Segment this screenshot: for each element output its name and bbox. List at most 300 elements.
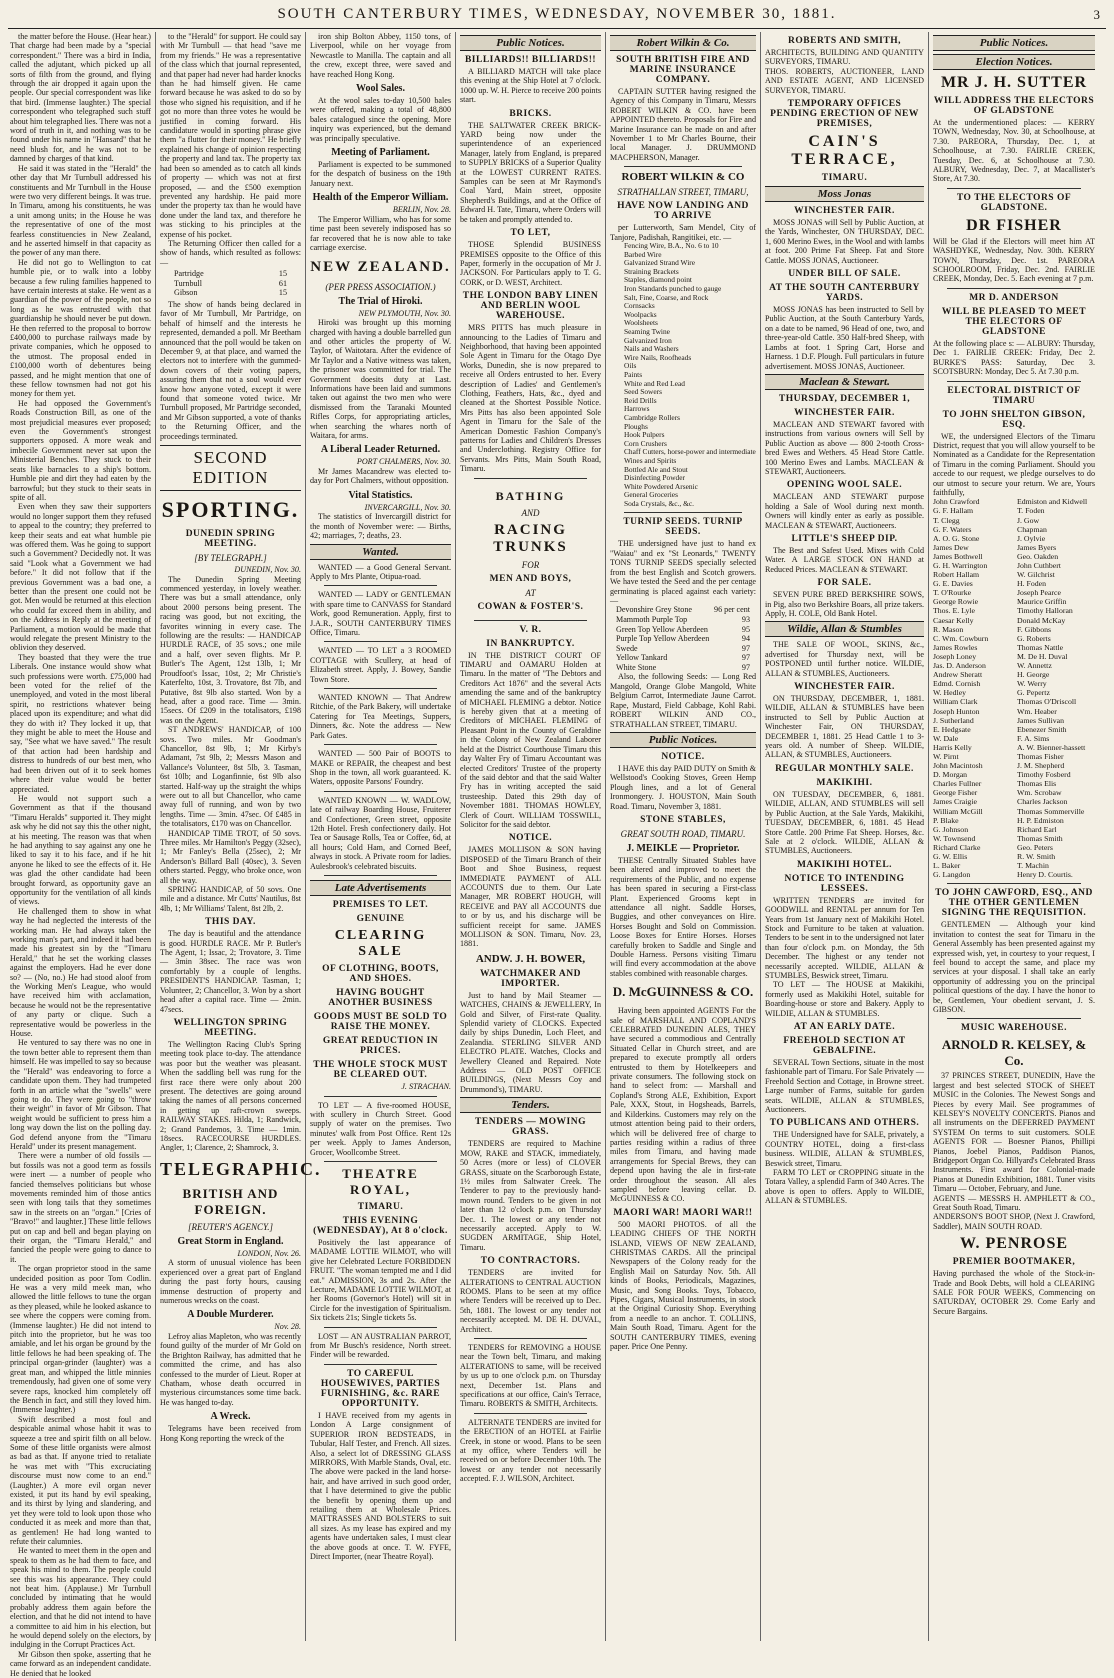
racing-trunks-heading: RACING TRUNKS <box>493 521 568 555</box>
seed-row <box>616 615 750 625</box>
signatory-name: G. E. Davies <box>933 579 973 589</box>
signatory-name: J. M. Shepherd <box>1017 761 1065 771</box>
anderson-heading: MR D. ANDERSON <box>969 292 1059 303</box>
goods-item: Cambridge Rollers <box>624 412 681 422</box>
signatory-name: G. Johnson <box>933 824 969 834</box>
seed-name: Swede <box>616 643 638 653</box>
goods-item: Paints <box>624 369 643 379</box>
divider <box>324 875 437 876</box>
seed-row <box>616 644 750 654</box>
theatre-royal-heading: THEATRE ROYAL, <box>342 1166 419 1197</box>
article-paragraph: He said it was stated in the "Herald" the other day that Mr Turnbull addressed his constituents and Mr Turnbull in the House were two very different beings. It was true. In Timaru, among his constituents, he was a unit among units; in the House he was the representative of one of the most fearless constituencies in New Zealand, and he asserted himself in that capacity as the power of any man there. <box>10 163 151 258</box>
signatory-name: M. De H. Duval <box>1017 651 1068 661</box>
signatory-name: George Rowie <box>933 597 979 607</box>
wool-sales-heading: Wool Sales. <box>356 83 405 95</box>
contractors-heading: TO CONTRACTORS. <box>480 1256 581 1267</box>
signatory-name: F. Gibbons <box>1017 624 1052 634</box>
arrive-heading: HAVE NOW LANDING AND TO ARRIVE <box>617 201 749 222</box>
sporting-heading: SPORTING. <box>161 497 300 523</box>
men-and-boys-label: MEN AND BOYS, <box>489 573 572 584</box>
article-paragraph: He would not support such a Government as that if the thousand "Timaru Heralds" supported it. They might ask why he did not say this the other night, at his meeting. The reason was that when he had anything to say against any one he liked to say it to his face, and if he hit anyone he liked to see the effects of it. He was glad the other candidate had been brought forward, as opportunity gave an opportunity for the ventilation of all kinds of views. <box>10 793 151 907</box>
goods-item: Wines and Spirits <box>624 455 677 465</box>
premises-heading: PREMISES TO LET. <box>332 899 429 910</box>
wanted-ad: WANTED KNOWN — That Andrew Ritchie, of the Park Bakery, will undertake Catering for Tea Meetings, Suppers, Dinners, &c. Note the address — New Park Gates. <box>310 693 451 740</box>
seed-percent: 94 <box>741 634 750 644</box>
meikle-heading: J. MEIKLE — Proprietor. <box>626 842 740 854</box>
notice-heading: NOTICE. <box>508 833 553 844</box>
goods-item: Harrows <box>624 404 650 414</box>
at-label: AT <box>525 587 536 598</box>
wellington-text: The Wellington Racing Club's Spring meeting took place to-day. The attendance was poor but the weather was pleasant. When the saddling bell was rung for the first race there were only about 200 present. The detectives are going around taking the names of all persons concerned in getting up raft-crown sweeps. RAILWAY STAKES. Hilda, 1; Randwick, 2; Grand Pandemos, 3. Time — 1min. 18secs. RACECOURSE HURDLES. Angler, 1; Clarence, 2; Shamrock, 3. <box>160 1039 301 1153</box>
seed-name: Devonshire Grey Stone <box>616 605 692 615</box>
divider <box>474 478 587 479</box>
article-paragraph: Even when they saw their supporters would no longer support them they refused to appeal to the country; they preferred to keep their seats and eat what humble pie was offered them. Was he going to support such a Government? Decidedly not. It was said "Look what a Government we had before." It did not follow that if the previous Government was a bad one, a better than the present one could not be got. Men would be returned at this election who could far exceed them in ability, and on the Address in Reply at the meeting of Parliament, a motion would be made that would relegate the present Ministry to the oblivion they deserved. <box>10 502 151 653</box>
british-foreign-heading: BRITISH AND FOREIGN. <box>182 1185 279 1217</box>
article-paragraph: Mr Gibson then spoke, asserting that he came forward as an independent candidate. He denied that he looked <box>10 1649 151 1678</box>
opening-wool-sale-heading: OPENING WOOL SALE. <box>786 480 903 491</box>
article-paragraph: They boasted that they were the true Liberals. One instance would show what such professions were worth. £75,000 had been voted for the relief of the unemployed, and voted in the most liberal spirit, no restrictions whatever being placed upon its expenditure; and what did they do with it? They locked it up, that they might be able to meet the House and say, "See what we have saved." The result of that action had been hardship and distress to hundreds of our best men, who had been driven out of it to seek homes where their value would be better appreciated. <box>10 652 151 794</box>
publicans-text: THE Undersigned have for SALE, privately, a COUNTRY HOTEL, doing a first-class business. WILDIE, ALLAN & STUMBLES, Beswick street, Timaru. <box>765 1130 924 1168</box>
gibson-speech-text: to the "Herald" for support. He could say with Mr Turnbull — that head "save me from my friends." He was a representative of the class which that journal represented, and that paper had never had harder knocks than he had himself given. He came forward because he was asked to do so by those who signed his requisition, and if he got no more than three votes he would be justified in coming forward. His candidature would in sporting phrase give them "a flutter for their money." He briefly explained his change of opinion respecting the property and land tax. The property tax had been so amended as to catch all kinds of property — which was not at first proposed, — and the £500 exemption prevented any hardship. He paid more under the property tax than he would have done under the land tax, and therefore he was sticking to his principles at the expense of his pocket. <box>160 32 301 239</box>
goods-item: General Groceries <box>624 490 678 500</box>
signatory-name: John Cuthbert <box>1017 561 1061 570</box>
dateline: LONDON, Nov. 26. <box>237 1248 301 1258</box>
goods-item: Galvanized Iron <box>624 335 672 345</box>
article-paragraph: He had opposed the Government's Roads Construction Bill, as one of the most prejudicial measures ever proposed; even the Government's strongest supporters opposed. A more weak and imbecile Government never sat upon the Ministerial Benches. They stuck to their seats like barnacles to a ship's bottom. Humble pie and dirt they had eaten by the barrowful; but they stuck to their seats in spite of all. <box>10 398 151 502</box>
divider <box>324 1364 437 1365</box>
signatory-name: W. Pirnt <box>933 751 959 761</box>
signatory-name: Edmiston and Kidwell <box>1017 497 1088 507</box>
seed-row <box>616 634 750 644</box>
billiards-text: A BILLIARD MATCH will take place this evening at the Ship Hotel at 7 o'clock. 1000 up. W. H. Pierce to receive 200 points start. <box>460 67 601 105</box>
tenders-bar: Tenders. <box>460 1097 601 1113</box>
wreck-text: Telegrams have been received from Hong Kong reporting the wreck of the <box>160 1424 301 1443</box>
signatory-name: Thomas Fisher <box>1017 751 1064 761</box>
music-heading: MUSIC WAREHOUSE. <box>960 1023 1067 1034</box>
anderson-places: At the following place s: — ALBURY: Thursday, Dec 1. FAIRLIE CREEK: Friday, Dec 2. BURKE'S PASS: Saturday, Dec 3. SCOTSBURN: Monday, Dec 5. At 7.30 p.m. <box>933 338 1095 377</box>
signatory-name: Robert Hallam <box>933 570 980 580</box>
mowing-text: TENDERS are required to Machine MOW, RAKE and STACK, immediately, 50 Acres (more or less) of CLOVER GRASS, situate on the Scarborough Estate, 1½ miles from Saltwater Creek. The Tenderer to pay to the previously hand-mown round. Tenders to be given in not later than 12 o'clock p.m. on Thursday Dec. 1. The lowest or any tender not necessarily accepted. Apply to W. SUGDEN ARMITAGE, Ship Hotel, Timaru. <box>460 1139 601 1252</box>
signatory-name: G. W. Ellis <box>933 852 968 861</box>
signatories <box>933 497 1095 879</box>
signatory-name: George Fisher <box>933 788 978 798</box>
lost-parrot-ad: LOST — AN AUSTRALIAN PARROT, from Mr Busch's residence, North street. Finder will be rewarded. <box>310 1331 451 1360</box>
signatory-name: William McGill <box>933 806 983 816</box>
lessees-text: WRITTEN TENDERS are invited for GOODWILL and RENTAL per annum for Ten Years from 1st January next of Makikihi Hotel. Stock and Furniture to be taken at valuation. Tenders to be sent in to the undersigned not later than four o'clock p.m. on Monday, the 5th December. The highest or any tender not necessarily accepted. WILDIE, ALLAN & STUMBLES, Beswick street, Timaru. <box>765 895 924 980</box>
signatory-name: Thomas Elis <box>1017 779 1057 789</box>
election-notices-bar: Election Notices. <box>933 54 1095 70</box>
goods-item: Soda Crystals, &c., &c. <box>624 498 694 508</box>
goods-heading: GOODS MUST BE SOLD TO RAISE THE MONEY. <box>313 1011 448 1032</box>
public-notices-bar: Public Notices. <box>933 35 1095 51</box>
seed-percent: 96 per cent <box>714 605 750 615</box>
divider <box>324 791 437 792</box>
press-association: (PER PRESS ASSOCIATION.) <box>325 281 436 292</box>
divider <box>474 1338 587 1339</box>
seed-name: Yellow Tankard <box>616 653 668 663</box>
result-row: Turnbull 61 <box>174 278 287 288</box>
wildie-bar: Wildie, Allan & Stumbles <box>765 621 924 637</box>
signatory-name: G. Pepertz <box>1017 688 1050 698</box>
page-number: 3 <box>1093 7 1102 22</box>
signatory-name: Thomas Sommerville <box>1017 806 1085 816</box>
divider <box>947 381 1081 382</box>
signatory-name: Andrew Sheratt <box>933 670 983 680</box>
contractors-text: TENDERS are invited for ALTERATIONS to CENTRAL AUCTION ROOMS. Plans to be seen at my office where Tenders will be received up to Dec. 5th, 1881. The lowest or any tender not necessarily accepted. M. DE H. DUVAL, Architect. <box>460 1268 601 1334</box>
murderer-heading: A Double Murderer. <box>187 1309 274 1321</box>
wool-sales-text: At the wool sales to-day 10,500 bales were offered, making a total of 48,800 bales catalogued since the opening. More inquiry was experienced, but the demand was principally speculative. <box>310 96 451 143</box>
signatory-name: W. Annettz <box>1017 661 1052 671</box>
stables-text: THESE Centrally Situated Stables have been altered and improved to meet the requirements of the Public, and no expense has been spared in securing a First-class Plant. Experienced Grooms kept in attendance all night. Saddle Horses, Buggies, and other conveyances on Hire. Horses Bought and Sold on Commission. Loose Boxes for Entire Horses. Horses carefully broken to Saddle and Single and Double Harness. Persons visiting Timaru will find every accommodation at the above stables combined with reasonable charges. <box>610 855 756 978</box>
wilkin-heading: ROBERT WILKIN & CO <box>621 171 745 184</box>
signatory-name: Geo. Peters <box>1017 842 1053 852</box>
sheep-dip-heading: LITTLE'S SHEEP DIP. <box>791 533 898 544</box>
wanted-ads <box>310 563 451 876</box>
goods-item: Disinfecting Powder <box>624 473 685 483</box>
wreck-heading: A Wreck. <box>210 1411 251 1423</box>
signatory-name: Wm. Scrobaw <box>1017 788 1062 798</box>
storm-heading: Great Storm in England. <box>177 1235 284 1247</box>
mowing-heading: TENDERS — MOWING GRASS. <box>475 1117 586 1138</box>
signatory-name: James Sullivan <box>1017 715 1064 725</box>
signatory-name: W. Dale <box>933 733 959 743</box>
sc-yards-heading: AT THE SOUTH CANTERBURY YARDS. <box>769 283 920 304</box>
spring-handicap-text: SPRING HANDICAP, of 50 sovs. One mile and a distance. Mr Cutts' Nautilus, 8st 4lb, 1; Mr Williams' Talent, 8st 2lb, 2. <box>160 885 301 913</box>
signatory-name: J. Gow <box>1017 515 1040 525</box>
seed-percent: 93 <box>741 614 750 624</box>
column-6 <box>761 32 929 1641</box>
vital-statistics-heading: Vital Statistics. <box>348 489 413 501</box>
signatory-name: Thomas O'Driscoll <box>1017 697 1077 707</box>
stables-address: GREAT SOUTH ROAD, TIMARU. <box>620 828 746 839</box>
dateline: INVERCARGILL, Nov. 30. <box>364 502 451 512</box>
signatory-name: C. Wm. Cowburn <box>933 633 989 643</box>
divider <box>624 166 742 167</box>
columns <box>6 32 1108 1678</box>
signatory-name: F. A. Sims <box>1017 733 1050 743</box>
signatory-name: L. Baker <box>933 861 961 871</box>
signatory-name: H. George <box>1017 670 1050 680</box>
divider <box>474 620 587 621</box>
signatory-name: T. Machin <box>1017 861 1049 871</box>
fisher-places: Will be Glad if the Electors will meet him AT WASHDYKE, Wednesday, Nov. 30th. KERRY TOWN, Thursday, Dec. 1st. PAREORA SCHOOLROOM, Friday, Dec. 2nd. FAIRLIE CREEK, Monday, Dec. 5. Each evening at 7 p.m. <box>933 236 1095 284</box>
late-advertisements-bar: Late Advertisements <box>310 880 451 896</box>
goods-item: Cornsacks <box>624 301 655 311</box>
roberts-smith-sub: ARCHITECTS, BUILDING AND QUANTITY SURVEYORS, TIMARU. <box>765 48 924 67</box>
column-1 <box>6 32 156 1678</box>
emperor-text: The Emperor William, who has for some time past been severely indisposed has so far recovered that he is now able to take carriage exercise. <box>310 214 451 253</box>
signatory-name: Timothy Fosberd <box>1017 770 1071 780</box>
reuters-agency: [REUTER'S AGENCY.] <box>188 1221 273 1232</box>
hotel-tender-text: ALTERNATE TENDERS are invited for the ERECTION of an HOTEL at Fairlie Creek, in stone or wood. Plans to be seen at my office, where Tenders will be received on or before December 10th. The lowest or any tender not necessarily accepted. F. J. WILSON, Architect. <box>460 1417 601 1484</box>
goods-item: Staples, diamond point <box>624 275 692 285</box>
goods-item: Salt, Fine, Coarse, and Rock <box>624 292 709 302</box>
wool-skins-text: THE SALE OF WOOL, SKINS, &c., advertised for Thursday next, will be POSTPONED until further notice. WILDIE, ALLAN & STUMBLES, Auctioneers. <box>765 640 924 678</box>
st-andrews-handicap-text: ST ANDREWS' HANDICAP, of 100 sovs. Two miles. Mr Goodman's Chancellor, 8st 9lb, 1; Mr Kirby's Adamant, 7st 9lb, 2; Messrs Mason and Vallance's Volunteer, 8st 5lb, 3. Tasman, 6st 10lb; and Loganfinnie, 6st 9lb also started. Half-way up the straight the whips were out to all but Chancellor, who came away full of running, and won by two lengths. Time — 3min. 47sec. Of £485 in the totalisators, £170 was on Chancellor. <box>160 725 301 829</box>
winchester-fair-heading: WINCHESTER FAIR. <box>794 682 895 693</box>
arrive-ships: per Lutterworth, Sam Mendel, City of Tanjore, Padishah, Rangitikei, etc. — <box>610 223 756 242</box>
goods-item: Nails and Washers <box>624 344 679 354</box>
bankruptcy-text: IN THE DISTRICT COURT OF TIMARU and OAMARU Holden at Timaru. In the matter of "The Debtors and Creditors Act 1876" and the several Acts amending the same and of the bankruptcy of MICHAEL FLEMING a debtor. Notice is hereby given that at a meeting of Creditors of MICHAEL FLEMING of Pleasant Point in the County of Geraldine in the Colony of New Zealand Laborer held at the District Courthouse Timaru this day Walter Fry of Timaru Accountant was elected Creditors' Trustee of the property of the said debtor and that the said Walter Fry has in writing accepted the said trusteeship. Dated this 29th day of November 1881. THOMAS HOWLEY, Clerk of Court. WILLIAM TOSSWILL, Solicitor for the said debtor. <box>460 650 601 829</box>
makikihi-hotel-heading: MAKIKIHI HOTEL. <box>796 859 893 870</box>
notice-heading: NOTICE. <box>661 751 705 762</box>
early-date-heading: AT AN EARLY DATE. <box>793 1022 896 1032</box>
sheep-dip-text: The Best and Safest Used. Mixes with Cold Water. A LARGE STOCK ON HAND at Reduced Prices. MACLEAN & STEWART. <box>765 545 924 574</box>
signatory-name: A. O. G. Stone <box>933 533 980 543</box>
divider <box>947 1018 1081 1019</box>
wanted-ad: WANTED — LADY or GENTLEMAN with spare time to CANVASS for Standard Work, good Remuneration. Apply, first to J.A.R., SOUTH CANTERBURY TIMES Office, Timaru. <box>310 590 451 638</box>
pitts-text: MRS PITTS has much pleasure in announcing to the Ladies of Timaru and Neighborhood, that having been appointed Sole Agent in Timaru for the Otago Dye Works, Dunedin, she is now prepared to receive all Orders entrusted to her. Every description of Ladies' and Gentlemen's Clothing, Feathers, Hats, &c., dyed and cleaned at the Shortest Possible Notice. Mrs Pitts has also been appointed Sole Agent in Timaru for the Sale of the American Domestic Fashion Company's patterns for Ladies and Children's Dresses and Underclothing. Registry Office for Servants. Mrs Pitts, Main South Road, Timaru. <box>460 323 601 474</box>
wilkin-address: STRATHALLAN STREET, TIMARU, <box>617 187 749 198</box>
for-sale-heading: FOR SALE. <box>817 578 872 589</box>
masthead <box>8 6 1106 29</box>
winchester-fair-heading: WINCHESTER FAIR. <box>794 206 895 217</box>
goods-item: Straining Brackets <box>624 266 679 276</box>
signatory-name: G. F. Hallam <box>933 506 974 516</box>
public-notices-bar: Public Notices. <box>460 35 601 51</box>
bricks-heading: BRICKS. <box>509 108 552 119</box>
wanted-ad: WANTED — a Good General Servant. Apply to Mrs Plante, Otipua-road. <box>310 562 451 581</box>
vr-label: V. R. <box>519 624 542 635</box>
seed-percent: 97 <box>741 643 750 653</box>
farm-to-let-text: FARM TO LET or CROPPING situate in the Totara Valley, a splendid Farm of 340 Acres. The above is open to offers. Apply to WILDIE, ALLAN & STUMBLES. <box>765 1168 924 1206</box>
turnip-heading: TURNIP SEEDS. TURNIP SEEDS. <box>623 517 743 538</box>
seed-name: Green Top Yellow Aberdeen <box>616 624 708 634</box>
signatory-name: Joseph Pearce <box>1017 588 1061 598</box>
goods-item: White Powdered Arsenic <box>624 481 698 491</box>
moss-jonas-bar: Moss Jonas <box>765 186 924 202</box>
divider <box>947 883 1081 884</box>
strachan-signature: J. STRACHAN. <box>401 1081 451 1091</box>
returning-officer-text: The Returning Officer then called for a show of hands, which resulted as follows: — <box>160 238 301 267</box>
penrose-text: Having purchased the whole of the Stock-in-Trade and Book Debts, will hold a CLEARING SALE FOR FOUR WEEKS, Commencing on SATURDAY, OCTOBER 29. Come Early and Secure Bargains. <box>933 1269 1095 1316</box>
mcguinness-text: Having been appointed AGENTS For the sale of MARSHALL AND COPLAND'S CELEBRATED DUNEDIN ALES, THEY have secured a commodious and Centrally Situated Cellar in Church street, and are prepared to execute promptly all orders entrusted to them by Hotelkeepers and private consumers. The following stock on hand to select from: — Marshall and Copland's Strong ALE, Exhibition, Export Pale, XXX, Stout, in Hogsheads, Barrels, and Kilderkins. Customers may rely on the utmost attention being paid to their orders, which will be delivered free of charge to parties residing within a radius of three miles from Timaru, and having made arrangements for Special Brews, they can depend upon having the ale in first-rate order throughout the season. All ales sampled before leaving cellar. D. McGUINNESS & CO. <box>610 1006 756 1204</box>
show-of-hands-results <box>160 267 301 300</box>
anderson-subheading: WILL BE PLEASED TO MEET THE ELECTORS OF GLADSTONE <box>941 306 1087 337</box>
signatory-name: G. H. Warrington <box>933 561 988 570</box>
signatory-name: James Rowles <box>933 642 978 652</box>
dateline: NEW PLYMOUTH, Nov. 30. <box>358 308 451 318</box>
reply-heading: TO JOHN CAWFORD, ESQ., AND THE OTHER GENTLEMEN SIGNING THE REQUISITION. <box>935 888 1093 919</box>
seed-row <box>616 625 750 635</box>
goods-item: Barbed Wire <box>624 249 662 259</box>
divider <box>324 585 437 586</box>
bower-heading: ANDW. J. H. BOWER, <box>475 952 586 965</box>
to-let-heading: TO LET, <box>510 228 551 239</box>
poll-text: The show of hands being declared in favor of Mr Turnbull, Mr Partridge, on behalf of himself and the interests he represented, demanded a poll. Mr Beetham announced that the poll would be taken on December 9, at that place, and warned the electors not to interfere with the gummed-down covers of their voting papers, assuring them that not a soul would ever know how anyone voted, except it were found that someone voted twice. Mr Turnbull proposed, Mr Partridge seconded, and Mr Gibson supported, a vote of thanks to the Returning Officer, and the proceedings terminated. <box>160 299 301 441</box>
maclean-text: MACLEAN AND STEWART favored with instructions from various owners will Sell by Public Auction as above — 800 2-tooth Cross-bred Ewes and Wethers. 45 Head Store Cattle. 100 Merino Ewes and Lambs. MACLEAN & STEWART, Auctioneers. <box>765 419 924 476</box>
signatory-name: Edmd. Cornish <box>933 679 981 689</box>
column-1-article <box>10 32 151 1678</box>
signatory-name: Chapman <box>1017 524 1047 534</box>
signatory-name: Ebenezer Smith <box>1017 724 1067 734</box>
maclean-stewart-bar: Maclean & Stewart. <box>765 374 924 390</box>
amphlett-agents: AGENTS — MESSRS H. AMPHLETT & CO., Great South Road, Timaru. <box>933 1193 1095 1213</box>
divider <box>324 688 437 689</box>
telegraphic-heading: TELEGRAPHIC. <box>160 1158 322 1179</box>
signatory-name: R. W. Smith <box>1017 852 1056 861</box>
signatory-name: D. Morgan <box>933 770 968 780</box>
housewives-text: I HAVE received from my agents in London A Large consignment of SUPERIOR IRON BEDSTEADS, in Tubular, Half Tester, and French. All sizes. Also, a select lot of DRESSING GLASS MIRRORS, With Marble Stands, Oval, etc. The above were packed in the land horse-hair, and have arrived in such good order, that I have determined to give the public the benefit by opening them up and retailing them at Wholesale Prices. MATTRASSES AND BOLSTERS to suit all sizes. As my lease has expired and my agents have undertaken sales, I must clear the above goods at once. T. W. FYFE, Direct Importer, (near Theatre Royal). <box>310 1410 451 1561</box>
public-notices-bar: Public Notices. <box>610 732 756 748</box>
removing-house-text: TENDERS for REMOVING a HOUSE near the Town belt, Timaru, and making ALTERATIONS to same, will be received by us up to one o'clock p.m. on Thursday next, December 1st. Plans and specifications at our office, Cain's Terrace, Timaru. ROBERTS & SMITH, Architects. <box>460 1343 601 1409</box>
signatory-name: Maurice Griffin <box>1017 597 1067 607</box>
emperor-heading: Health of the Emperor William. <box>312 192 449 204</box>
billiards-heading: BILLIARDS!! BILLIARDS!! <box>464 55 597 65</box>
fisher-intro: TO THE ELECTORS OF GLADSTONE. <box>956 192 1072 213</box>
wilkin-bar: Robert Wilkin & Co. <box>610 35 756 51</box>
signatory-name: Thos. E. Lyle <box>933 606 976 616</box>
gibson-district-heading: ELECTORAL DISTRICT OF TIMARU <box>947 385 1081 406</box>
sutter-places: At the undermentioned places: — KERRY TOWN, Wednesday, Nov. 30, at Schoolhouse, at 7.30. PAREORA, Thursday, Dec. 1, at Schoolhouse, at 7.30. FAIRLIE CREEK, Tuesday, Dec. 6, at Schoolhouse at 7.30. ALBURY, Wednesday, Dec. 7, at Macallister's Store, At 7.30. <box>933 118 1095 184</box>
article-paragraph: He challenged them to show in what way he had neglected the interests of the working man. He had always taken the working man's part, and indeed it had been made his greatest sin by the "Timaru Herald," that he set the working classes against the employers. Had he ever done so? — (No, no.) He had stood aloof from the Working Men's League, who would have received him with acclamation, because he would not be the representative of any party or clique. Such a representative would be powerless in the House. <box>10 906 151 1039</box>
signatory-name: Charles Fullner <box>933 779 982 789</box>
column-2 <box>156 32 322 1641</box>
cains-city: TIMARU. <box>821 173 868 184</box>
reply-text: GENTLEMEN — Although your kind invitation to contest the seat for Timaru in the General Assembly has been presented against my expressed wish, yet, in courtesy to your request, I feel bound to accept the same, and place my services at your disposal. I shall take an early opportunity of addressing you on the principal political questions of the day. I have the honor to be, Gentlemen, Your obedient servant, J. S. GIBSON. <box>933 920 1095 1014</box>
divider <box>624 512 742 513</box>
jonas-text: MOSS JONAS will Sell by Public Auction, at the Yards, Winchester, ON THURSDAY, DEC. 1, 600 Merino Ewes, in the Wool and with lambs at foot. 200 Prime Fat Sheep. Fat and Store Cattle. MOSS JONAS, Auctioneer. <box>765 218 924 265</box>
penrose-heading: W. PENROSE <box>959 1235 1069 1253</box>
signatory-name: H. Foden <box>1017 579 1047 589</box>
signatory-name: W. Werry <box>1017 679 1047 689</box>
bower-subheading: WATCHMAKER AND IMPORTER. <box>479 968 582 989</box>
under-bill-heading: UNDER BILL OF SALE. <box>788 269 901 280</box>
goods-item: Ploughs <box>624 421 648 431</box>
divider <box>947 188 1081 189</box>
goods-item: Woolpacks <box>624 309 657 319</box>
signatory-name: Caesar Kelly <box>933 615 974 625</box>
article-paragraph: He ventured to say there was no one in the town better able to represent them than himself. He was impelled to say so because the "Herald" was endeavoring to force a candidate upon them. They had trumpeted forth in an article what the "swells" were going to do. They were going to "throw their weight" in favor of Mr Gibson. That weight would be sufficient to press him a long way down the list on the polling day. God defend anyone from the "Timaru Herald" under its present management. <box>10 1038 151 1151</box>
maclean-wool-text: MACLEAN AND STEWART purpose holding a Sale of Wool during next month. Owners will kindly enter as early as possible. MACLEAN & STEWART, Auctioneers. <box>765 492 924 530</box>
penrose-subheading: PREMIER BOOTMAKER, <box>952 1257 1076 1268</box>
race-results-text: The Dunedin Spring Meeting commenced yesterday, in lovely weather. There was but a small attendance, only about 2000 persons being present. The racing was good, but not exciting, the favorites winning in every case. The following are the results: — HANDICAP HURDLE RACE, of 35 sovs.; one mile and a half, over seven flights. Mr P. Butler's The Agent, 12st 13lb, 1; Mr Proudfoot's Issac, 10st, 2; Mr Christie's Katerfelto, 10st, 3. Trovatore, 8st 7lb, and Putative, 8st 9lb also started. Won by a head, after a good race. Time — 3min. 15secs. Of £209 in the totalisators, £198 was on the Agent. <box>160 574 301 725</box>
seed-name: Purple Top Yellow Aberdeen <box>616 634 710 644</box>
signatory-name: T. O'Rourke <box>933 588 972 598</box>
goods-item: Woolsheets <box>624 318 658 328</box>
housewives-heading: TO CAREFUL HOUSEWIVES, PARTIES FURNISHING, &c. RARE OPPORTUNITY. <box>320 1368 441 1409</box>
article-paragraph: He wanted to meet them in the open and speak to them as he had them to face, and speak his mind to them. The people could see this was his appearance. They could not beat him. (Applause.) Mr Turnbull concluded by intimating that he would probably address them again before the election, and that he did not intend to have a committee to aid him in his election, but he would depend solely on the electors, by indulging in the Corrupt Practices Act. <box>10 1546 151 1650</box>
seed-name: Mammoth Purple Top <box>616 614 688 624</box>
signatory-name: James Dew <box>933 542 969 552</box>
signatory-name: James Byers <box>1017 542 1057 552</box>
signatory-name: Richard Clarke <box>933 842 981 852</box>
signatory-name: John Macintosh <box>933 761 983 771</box>
freehold-text: SEVERAL Town Sections, situate in the most fashionable part of Timaru. For Sale Privately — Freehold Section and Cottage, in Browne street. Large number of Farms, suitable for garden seats. WILDIE, ALLAN & STUMBLES, Auctioneers. <box>765 1058 924 1115</box>
regular-sale-heading: REGULAR MONTHLY SALE. <box>775 763 914 774</box>
seed-percent: 95 <box>741 624 750 634</box>
makikihi-heading: MAKIKIHI. <box>816 777 873 788</box>
theatre-text: Positively the last appearance of MADAME LOTTIE WILMOT, who will give her Celebrated Lecture FORBIDDEN FRUIT. "The woman tempted me and I did eat." ADMISSION, 3s and 2s. After the Lecture, MADAME LOTTIE WILMOT, at her Rooms (Governor's Hotel) will sit in Circle for the investigation of Spiritualism. Six tickets 21s; Single tickets 5s. <box>310 1238 451 1323</box>
mollison-text: JAMES MOLLISON & SON having DISPOSED of the Timaru Branch of their Boot and Shoe Business, request IMMEDIATE PAYMENT of ALL ACCOUNTS due to them. Our Late Manager, MR ROBERT HOUGH, will RECEIVE and PAY all ACCOUNTS due to or by us, and his discharge will be sufficient receipt for same. JAMES MOLLISON & SON. Timaru, Nov. 23, 1881. <box>460 845 601 949</box>
signatory-name: Jas. D. Anderson <box>933 661 986 671</box>
column-5 <box>606 32 761 1641</box>
signatory-name: W. Gilchrist <box>1017 570 1055 580</box>
signatory-name: J. Oylvie <box>1017 533 1046 543</box>
lessees-heading: NOTICE TO INTENDING LESSEES. <box>784 873 905 894</box>
makikihi-to-let: TO LET — The HOUSE at Makikihi, formerly used as Makikihi Hotel, suitable for Boarding-house or store and Bakery. Apply to WILDIE, ALLAN & STUMBLES. <box>765 980 924 1018</box>
theatre-place: TIMARU. <box>357 1202 404 1212</box>
thursday-heading: THURSDAY, DECEMBER 1, <box>778 393 911 404</box>
goods-item: Corn Crushers <box>624 438 667 448</box>
by-telegraph: [BY TELEGRAPH.] <box>194 553 267 564</box>
for-label: FOR <box>521 559 540 570</box>
signatory-name: Thomas Smith <box>1017 833 1063 843</box>
seeds-also-text: Also, the following Seeds: — Long Red Mangold, Orange Globe Mangold, White Belgium Carrot, Intermediate Jaune Carrot. Rape, Mustard, Field Cabbage, Kohl Rabi. ROBERT WILKIN AND CO., STRATHALLAN STREET, TIMARU. <box>610 672 756 729</box>
signatory-name: Joseph Hunton <box>933 706 980 716</box>
divider <box>324 641 437 642</box>
freehold-heading: FREEHOLD SECTION AT GEBALFINE. <box>783 1036 906 1056</box>
result-row: Partridge 15 <box>174 269 287 279</box>
divider <box>324 1161 437 1162</box>
sutter-heading: MR J. H. SUTTER <box>940 74 1088 91</box>
baby-linen-heading: THE LONDON BABY LINEN AND BERLIN WOOL WAREHOUSE. <box>462 291 599 322</box>
signatory-name: A. W. Bienner-hassett <box>1017 742 1086 752</box>
murderer-text: Lefroy alias Mapleton, who was recently found guilty of the murder of Mr Gold on the Brighton Railway, has admitted that he committed the crime, and has also confessed to the murder of Lieut. Roper at Chatham, whose death occurred in mysterious circumstances some time back. He was hanged to-day. <box>160 1332 301 1407</box>
turnip-text: THE undersigned have just to hand ex "Waiau" and ex "St Leonards," TWENTY TONS TURNIP SEEDS specially selected from the best English and Scotch growers. We have tested the Seed and the per centage germinating is placed against each variety: — <box>610 539 756 605</box>
to-let-text: THOSE Splendid BUSINESS PREMISES opposite to the Office of this Paper, formerly in the occupation of Mr J. JACKSON. For Particulars apply to T. G. CORK, or D. WEST, Architect. <box>460 240 601 287</box>
cains-terrace-heading: CAIN'S TERRACE, <box>791 133 898 169</box>
this-day-heading: THIS DAY. <box>205 917 256 928</box>
jonas-bill-text: MOSS JONAS has been instructed to Sell by Public Auction, at the South Canterbury Yards, on a date to be named, 96 Head of one, two, and three-year-old Cattle. 350 Half-bred Sheep, with Lambs at foot. 1 Spring Cart, Horse and Harness. 1 D.F. Plough. Full particulars in future advertisement. MOSS JONAS, Auctioneer. <box>765 305 924 371</box>
kelsey-heading: ARNOLD R. KELSEY, & Co. <box>941 1037 1087 1069</box>
hiroki-text: Hiroki was brought up this morning charged with having a double barrelled gun and other articles the property of W. Taylor, of Waitotara. After the evidence of Mr Taylor and a Native witness was taken, the prisoner was committed for trial. The Government doesits duty at Last. Informations have been laid and summons taken out against the two men who were dismissed from the Taranaki Mounted Rifles Corps, for appropriating articles, when searching the whares north of Waitara, for arms. <box>310 318 451 440</box>
signatory-name: R. Mason <box>933 624 964 634</box>
divider <box>947 288 1081 289</box>
clearing-sale-heading: CLEARING SALE <box>334 927 427 959</box>
column-3 <box>306 32 456 1641</box>
wanted-ad: WANTED — TO LET a 3 ROOMED COTTAGE with Scullery, at head of Elizabeth street. Apply, J. Bowey, Sandie Town Store. <box>310 646 451 684</box>
divider <box>324 1096 437 1097</box>
requisition-text: WE, the undersigned Electors of the Timaru District, request that you will allow yourself to be Nominated as a Candidate for the Representation of Timaru in the coming Parliament. Should you accede to our request, we pledge ourselves to do our utmost to secure your return. We are, Yours faithfully, <box>933 431 1095 497</box>
dateline: BERLIN, Nov. 28. <box>392 205 451 215</box>
and-label: AND <box>521 507 540 518</box>
bricks-text: THE SALTWATER CREEK BRICK-YARD being now under the superintendence of an experienced Manager, lately from England, is prepared to SUPPLY BRICKS of a Superior Quality at the LOWEST CURRENT RATES. Samples can be seen at Mr Raymond's Coal Yard, Main street, opposite Shepherd's Buildings, and at the Office of Edward H. Tate, Timaru, where Orders will be taken and promptly attended to. <box>460 120 601 224</box>
bower-text: Just to hand by Mail Steamer — WATCHES, CHAINS & JEWELLERY, In Gold and Silver, of First-rate Quality. Splendid variety of CLOCKS. Expected daily by ships Dunedin, Loch Fleet, and Zealandia. STERLING SILVER AND ELECTRO PLATE. Watches, Clocks and Jewellery Cleaned and Repaired. Note Address — OLD POST OFFICE BUILDINGS, (Next Messrs Coy and Drummond's), TIMARU. <box>460 990 601 1094</box>
signatory-name: G. F. Waters <box>933 524 972 534</box>
seed-percent: 97 <box>741 653 750 663</box>
signatory-name: James Craigie <box>933 797 977 807</box>
parliament-text: Parliament is expected to be summoned for the despatch of business on the 19th January next. <box>310 160 451 188</box>
insurance-heading: SOUTH BRITISH FIRE AND MARINE INSURANCE COMPANY. <box>616 55 750 85</box>
signatory-name: James Bothwell <box>933 551 983 561</box>
column-7 <box>929 32 1099 1641</box>
goods-item: Galvanized Strand Wire <box>624 258 695 268</box>
signatory-name: Charles Jackson <box>1017 797 1068 807</box>
genuine-label: GENUINE <box>356 913 405 924</box>
wellington-heading: WELLINGTON SPRING MEETING. <box>173 1017 288 1038</box>
signatory-name: William Clark <box>933 697 978 707</box>
seed-row <box>616 663 750 673</box>
maori-war-heading: MAORI WAR! MAORI WAR!! <box>613 1207 753 1218</box>
dateline: DUNEDIN, Nov. 30. <box>234 565 301 575</box>
goods-item: Bottled Ale and Stout <box>624 464 688 474</box>
signatory-name: P. Blake <box>933 815 959 825</box>
signatory-name: Wm. Heaber <box>1017 706 1057 716</box>
article-paragraph: Swift described a most foul and despicable animal whose habit it was to squeeze a tree and spirit filth on all below. Some of these little organists were almost as bad as that. If anyone tried to retaliate he was met with "This excruciating discourse must now come to an end." (Laughter.) A more evil organ never existed, it put its hand by evil speaking, and its thirst by lying and slandering, and yet they were told to look upon those who conducted it as meek and more than that, as gentlemen! He had long wanted to refute their calumnies. <box>10 1414 151 1546</box>
kelsey-text: 37 PRINCES STREET, DUNEDIN, Have the largest and best selected STOCK of SHEET MUSIC in the Colonies. The Newest Songs and Pieces by every Mail. See programmes of KELSEY'S NOVELTY CONCERTS. Pianos and all instruments on the DEFERRED PAYMENT SYSTEM On terms to suit customers. SOLE AGENTS FOR — Boesner Pianos, Phillipi Pianos, Joebel Pianos, Paddison Pianos, Bridgeport Organ Co. Hillyard's Celebrated Brass Instruments. First award for Colonial-made Pianos at Dunedin Exhibition, 1881. Tuner visits Timaru — October, February, and June. <box>933 1071 1095 1194</box>
dunedin-spring-heading: DUNEDIN SPRING MEETING. <box>185 529 276 550</box>
sutter-subheading: WILL ADDRESS THE ELECTORS OF GLADSTONE <box>933 96 1095 116</box>
liberal-heading: A Liberal Leader Returned. <box>320 444 441 456</box>
roberts-smith-heading: ROBERTS AND SMITH, <box>788 36 901 46</box>
seed-row <box>616 653 750 663</box>
signatory-name: Geo. Oakden <box>1017 551 1059 561</box>
divider <box>324 744 437 745</box>
goods-item: Iron Standards punched to gauge <box>624 284 722 294</box>
signatory-name: W. Townsend <box>933 833 976 843</box>
temporary-offices: TEMPORARY OFFICES PENDING ERECTION OF NEW PREMISES, <box>770 99 919 130</box>
